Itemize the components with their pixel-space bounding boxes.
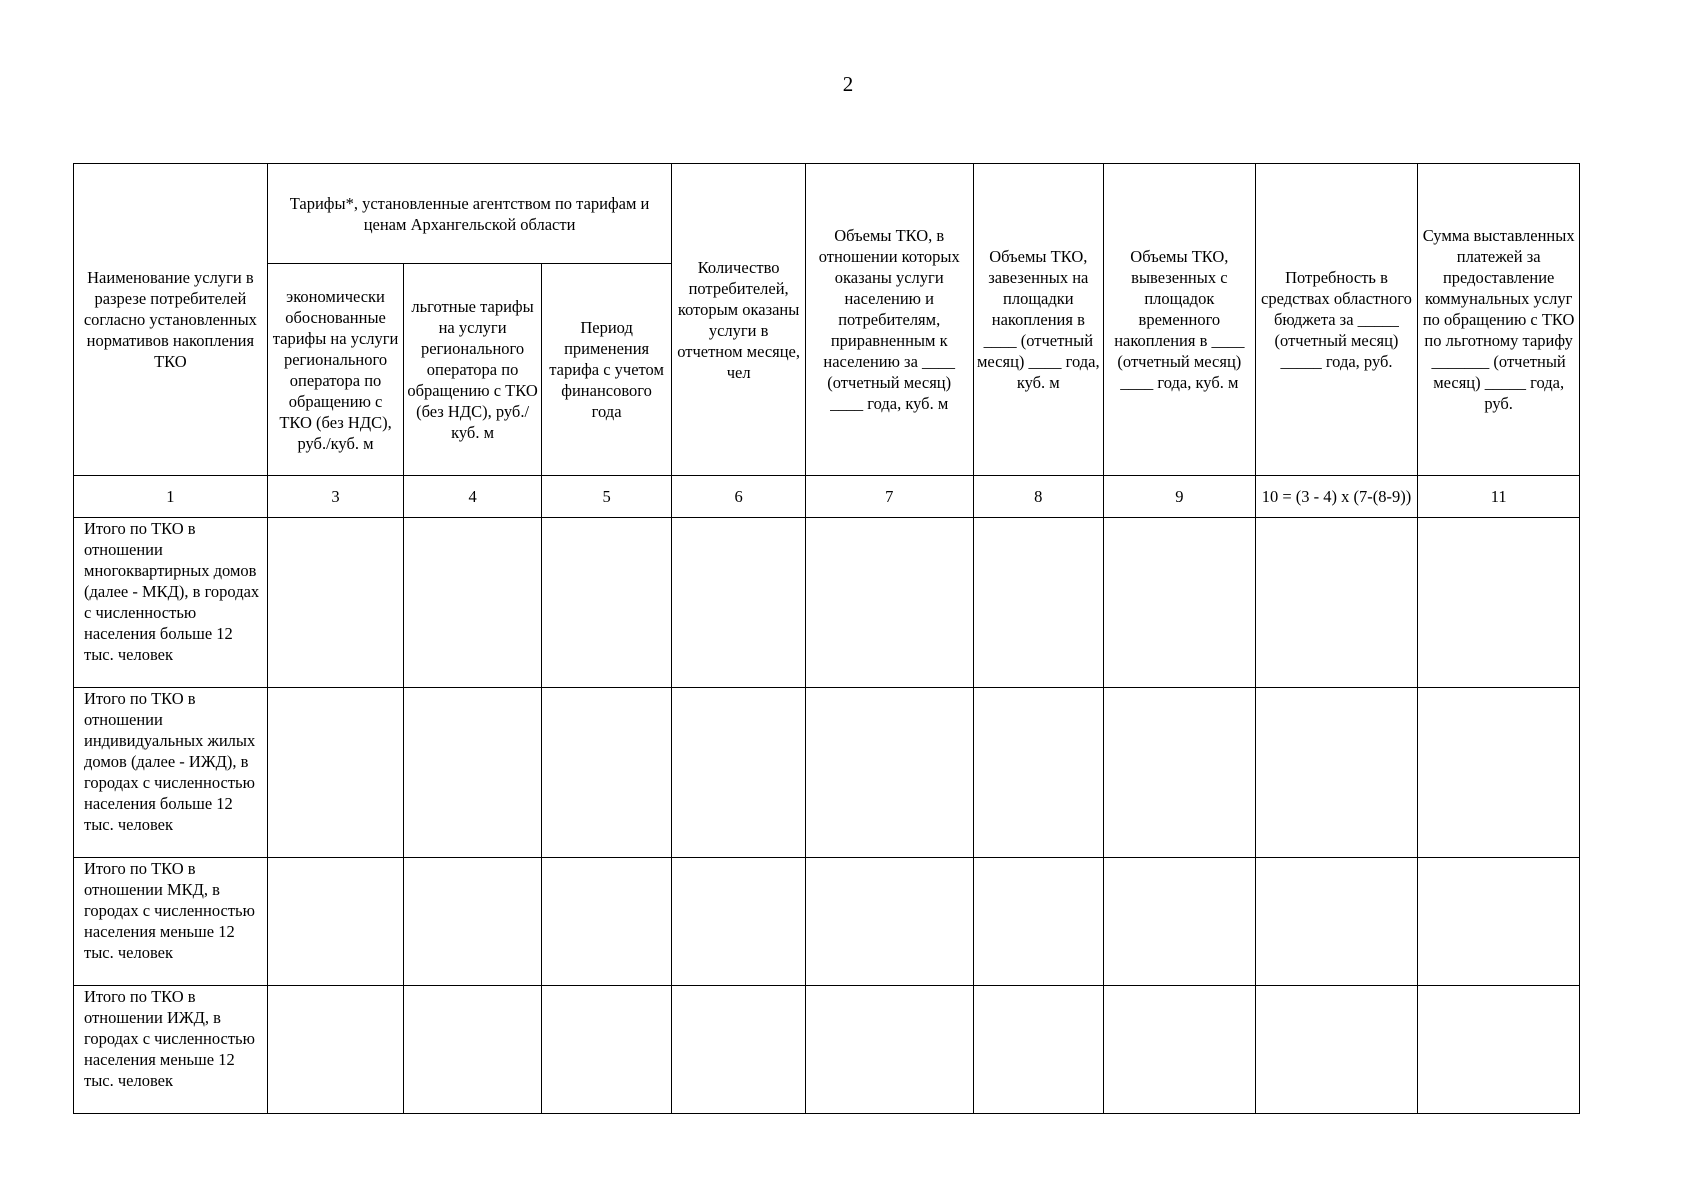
column-number: 8: [973, 476, 1104, 518]
column-number: 10 = (3 - 4) x (7-(8-9)): [1255, 476, 1418, 518]
header-col-6: Количество потребителей, которым оказаны услуги в отчетном месяце, чел: [672, 164, 806, 476]
table-cell: [805, 986, 973, 1114]
table-cell: [1104, 858, 1256, 986]
column-number: 7: [805, 476, 973, 518]
table-cell: [973, 858, 1104, 986]
table-cell: [1104, 688, 1256, 858]
table-cell: [267, 986, 404, 1114]
header-col-7: Объемы ТКО, в отношении которых оказаны услуги населению и потребителям, приравненным к населению за ____ (отчетный месяц) ____ года, куб. м: [805, 164, 973, 476]
table-cell: [1104, 518, 1256, 688]
header-tariffs-group: Тарифы*, установленные агентством по тарифам и ценам Архангельской области: [267, 164, 672, 264]
table-cell: [805, 688, 973, 858]
table-cell: [672, 518, 806, 688]
table-cell: [404, 518, 542, 688]
table-cell: [973, 688, 1104, 858]
header-col-3: экономически обоснованные тарифы на услуги регионального оператора по обращению с ТКО (без НДС), руб./куб. м: [267, 264, 404, 476]
column-number: 9: [1104, 476, 1256, 518]
header-col-5: Период применения тарифа с учетом финансового года: [541, 264, 672, 476]
table-cell: [1255, 518, 1418, 688]
table-cell: [1418, 858, 1580, 986]
table-cell: [1104, 986, 1256, 1114]
table-cell: [1255, 688, 1418, 858]
table-cell: [672, 858, 806, 986]
header-col-4: льготные тарифы на услуги регионального оператора по обращению с ТКО (без НДС), руб./куб. м: [404, 264, 542, 476]
page-number: 2: [842, 72, 854, 96]
header-col-1: Наименование услуги в разрезе потребителей согласно установленных нормативов накопления ТКО: [74, 164, 268, 476]
table-cell: [1255, 986, 1418, 1114]
table-cell: [541, 688, 672, 858]
table-cell: [541, 858, 672, 986]
table-cell: [1255, 858, 1418, 986]
table-row: [74, 986, 1580, 1114]
table-cell: [973, 986, 1104, 1114]
table-cell: [267, 518, 404, 688]
table-cell: [267, 688, 404, 858]
table-cell: [672, 986, 806, 1114]
column-number-row: [74, 476, 1580, 518]
column-number: 6: [672, 476, 806, 518]
column-number: 5: [541, 476, 672, 518]
table-cell: [1418, 518, 1580, 688]
header-row-top: [74, 164, 1580, 264]
row-label: Итого по ТКО в отношении индивидуальных жилых домов (далее - ИЖД), в городах с численностью населения больше 12 тыс. человек: [74, 688, 268, 858]
row-label: Итого по ТКО в отношении многоквартирных домов (далее - МКД), в городах с численностью населения больше 12 тыс. человек: [74, 518, 268, 688]
header-col-9: Объемы ТКО, вывезенных с площадок временного накопления в ____ (отчетный месяц) ____ года, куб. м: [1104, 164, 1256, 476]
table-cell: [404, 858, 542, 986]
header-col-8: Объемы ТКО, завезенных на площадки накопления в ____ (отчетный месяц) ____ года, куб. м: [973, 164, 1104, 476]
table-cell: [805, 858, 973, 986]
table-cell: [541, 986, 672, 1114]
table-cell: [404, 688, 542, 858]
header-col-11: Сумма выставленных платежей за предоставление коммунальных услуг по обращению с ТКО по льготному тарифу _______ (отчетный месяц) _____ года, руб.: [1418, 164, 1580, 476]
table-cell: [267, 858, 404, 986]
column-number: 1: [74, 476, 268, 518]
row-label: Итого по ТКО в отношении МКД, в городах с численностью населения меньше 12 тыс. человек: [74, 858, 268, 986]
table-row: [74, 858, 1580, 986]
row-label: Итого по ТКО в отношении ИЖД, в городах с численностью населения меньше 12 тыс. человек: [74, 986, 268, 1114]
table-row: [74, 518, 1580, 688]
table-cell: [541, 518, 672, 688]
table-cell: [805, 518, 973, 688]
table-cell: [973, 518, 1104, 688]
header-col-10: Потребность в средствах областного бюджета за _____ (отчетный месяц) _____ года, руб.: [1255, 164, 1418, 476]
table-row: [74, 688, 1580, 858]
report-table: [73, 163, 1580, 1114]
table-cell: [1418, 986, 1580, 1114]
column-number: 4: [404, 476, 542, 518]
table-cell: [672, 688, 806, 858]
column-number: 11: [1418, 476, 1580, 518]
table-cell: [404, 986, 542, 1114]
column-number: 3: [267, 476, 404, 518]
table-cell: [1418, 688, 1580, 858]
